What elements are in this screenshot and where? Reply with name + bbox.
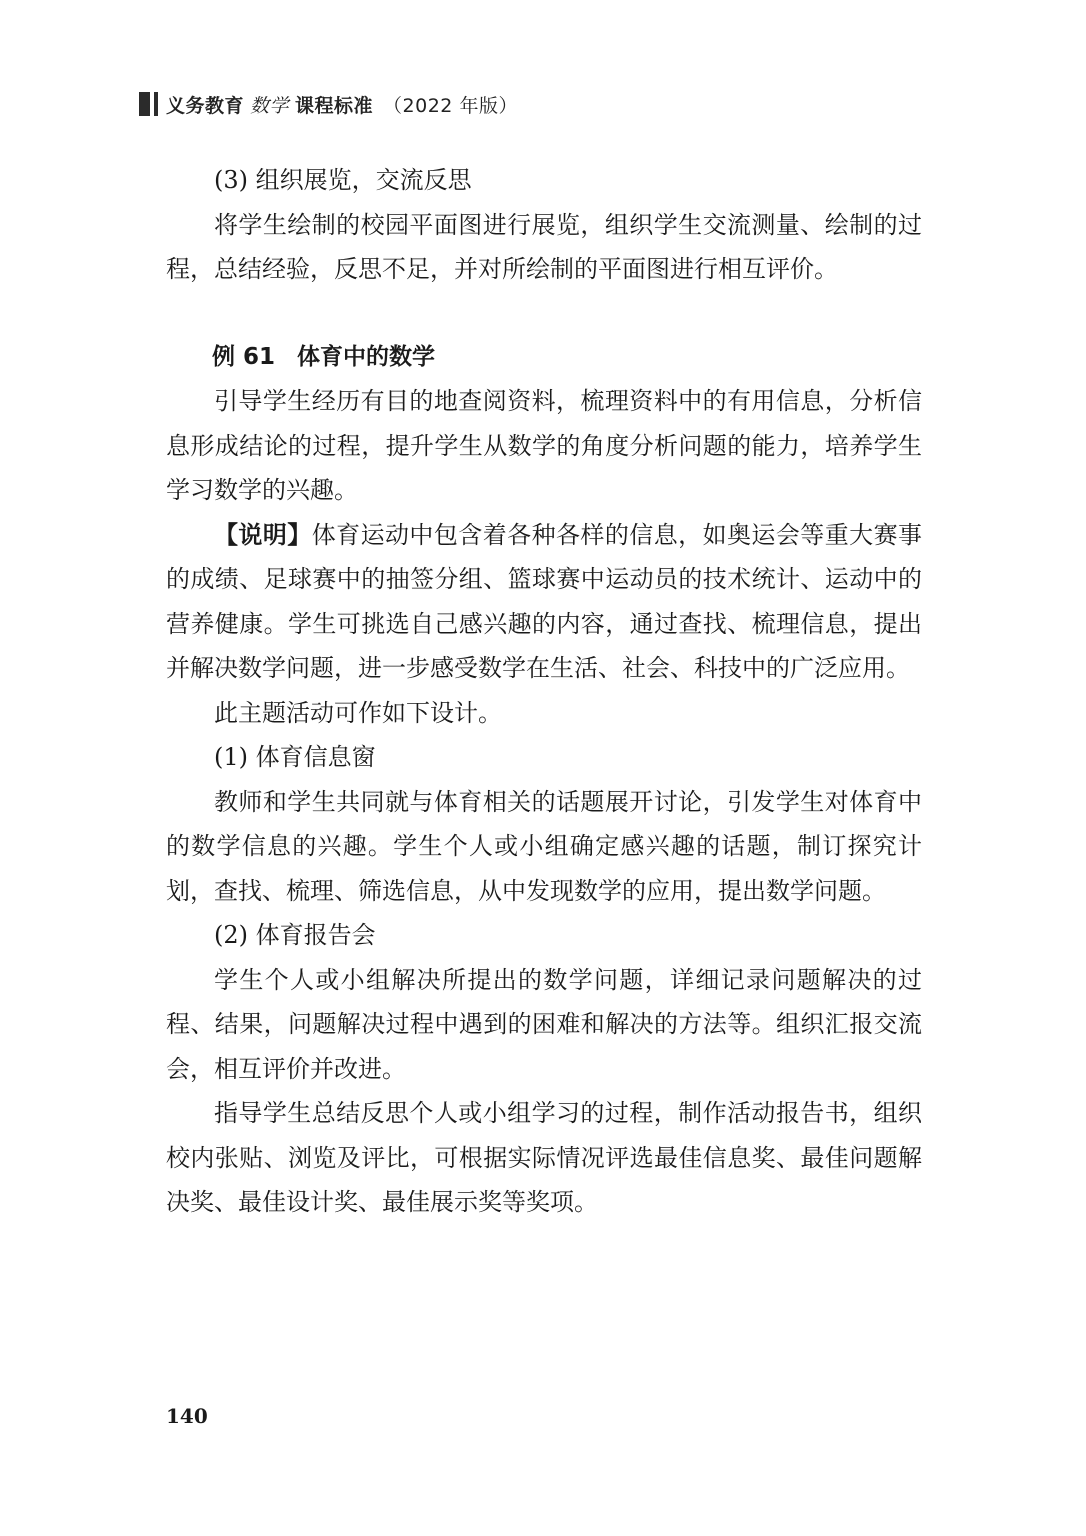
header-title — [166, 91, 518, 118]
note-paragraph — [166, 513, 922, 691]
subsection-heading-2: (2) 体育报告会 — [214, 921, 376, 949]
header-title-subject: 数学 — [250, 94, 290, 117]
paragraph: 指导学生总结反思个人或小组学习的过程，制作活动报告书，组织校内张贴、浏览及评比，可根据实际情况评选最佳信息奖、最佳问题解决奖、最佳设计奖、最佳展示奖等奖项。 — [166, 1099, 922, 1216]
note-text: 体育运动中包含着各种各样的信息，如奥运会等重大赛事的成绩、足球赛中的抽签分组、篮球赛中运动员的技术统计、运动中的营养健康。学生可挑选自己感兴趣的内容，通过查找、梳理信息，提出并解决数学问题，进一步感受数学在生活、社会、科技中的广泛应用。 — [166, 520, 923, 682]
header-title-part1: 义务教育 — [166, 94, 245, 117]
paragraph: 此主题活动可作如下设计。 — [214, 698, 502, 727]
paragraph: 学生个人或小组解决所提出的数学问题，详细记录问题解决的过程、结果，问题解决过程中遇到的困难和解决的方法等。组织汇报交流会，相互评价并改进。 — [166, 965, 922, 1083]
header-bar-icon — [139, 92, 158, 116]
subsection-heading-3: (3) 组织展览，交流反思 — [214, 166, 472, 194]
paragraph: 将学生绘制的校园平面图进行展览，组织学生交流测量、绘制的过程，总结经验，反思不足，并对所绘制的平面图进行相互评价。 — [166, 210, 922, 283]
page-number: 140 — [166, 1404, 208, 1428]
note-tag: 【说明】 — [214, 520, 312, 549]
header-year: （2022 年版） — [383, 94, 518, 117]
example-heading — [166, 335, 922, 380]
header-title-part3: 课程标准 — [295, 94, 374, 117]
paragraph: 教师和学生共同就与体育相关的话题展开讨论，引发学生对体育中的数学信息的兴趣。学生个人或小组确定感兴趣的话题，制订探究计划，查找、梳理、筛选信息，从中发现数学的应用，提出数学问题。 — [166, 787, 922, 905]
running-header — [139, 90, 518, 118]
paragraph: 引导学生经历有目的地查阅资料，梳理资料中的有用信息，分析信息形成结论的过程，提升学生从数学的角度分析问题的能力，培养学生学习数学的兴趣。 — [166, 387, 922, 504]
subsection-heading-1: (1) 体育信息窗 — [214, 743, 376, 771]
example-title: 体育中的数学 — [297, 343, 436, 370]
example-number: 例 61 — [212, 343, 276, 370]
page-body — [166, 158, 922, 1225]
